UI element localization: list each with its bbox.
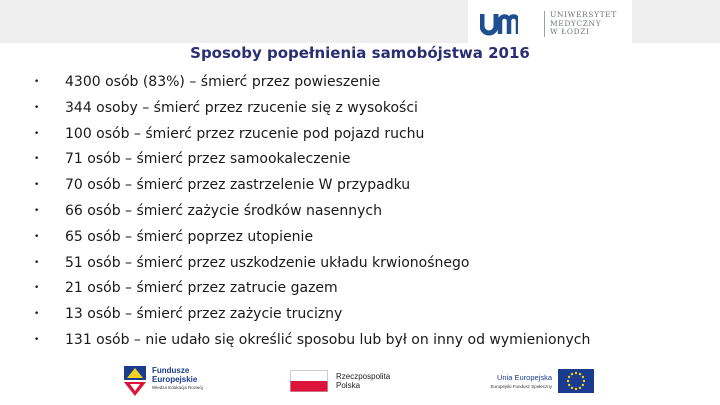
list-item	[34, 199, 590, 225]
fundusze-europejskie-text	[152, 366, 203, 391]
pl-line1: Rzeczpospolita	[336, 372, 391, 381]
list-item	[34, 328, 590, 354]
slide-title: Sposoby popełnienia samobójstwa 2016	[190, 44, 530, 62]
list-item-text: 4300 osób (83%) – śmierć przez powieszenie	[65, 74, 381, 90]
bullet-dot: •	[34, 309, 40, 320]
bullet-dot: •	[34, 283, 40, 294]
eu-line1: Unia Europejska	[496, 373, 552, 382]
bullet-dot: •	[34, 128, 40, 139]
university-logo	[468, 0, 632, 43]
fe-subtitle: Wiedza Edukacja Rozwój	[152, 385, 203, 390]
fundusze-europejskie-logo-icon	[122, 364, 148, 398]
eu-flag-icon	[558, 369, 594, 393]
bullet-dot: •	[34, 205, 40, 216]
list-item-text: 100 osób – śmierć przez rzucenie pod pojazd ruchu	[65, 125, 425, 142]
bullet-dot: •	[34, 77, 40, 87]
list-item	[34, 251, 590, 277]
unia-europejska-text	[476, 373, 552, 391]
rzeczpospolita-text	[336, 372, 390, 390]
polish-flag-icon	[290, 370, 328, 392]
fe-line2: Europejskie	[152, 375, 198, 384]
um-logo-mark	[480, 10, 518, 36]
list-item-text: 71 osób – śmierć przez samookaleczenie	[65, 151, 351, 168]
list-item	[34, 96, 590, 122]
list-item	[34, 147, 590, 173]
list-item-text: 131 osób – nie udało się określić sposobu lub był on inny od wymienionych	[65, 331, 591, 348]
list-item-text: 70 osób – śmierć przez zastrzelenie W przypadku	[65, 177, 411, 194]
list-item	[34, 70, 590, 96]
list-item	[34, 122, 590, 148]
bullet-dot: •	[34, 257, 40, 268]
pl-line2: Polska	[336, 381, 361, 390]
list-item-text: 13 osób – śmierć przez zażycie trucizny	[65, 306, 343, 323]
university-name-line: W ŁODZI	[550, 27, 590, 36]
list-item	[34, 276, 590, 302]
list-item	[34, 173, 590, 199]
university-name	[544, 11, 617, 37]
list-item-text: 51 osób – śmierć przez uszkodzenie układu krwionośnego	[65, 254, 470, 271]
list-item	[34, 302, 590, 328]
fe-line1: Fundusze	[152, 366, 190, 375]
footer-logos	[0, 360, 720, 405]
list-item	[34, 225, 590, 251]
list-item-text: 344 osoby – śmierć przez rzucenie się z wysokości	[65, 99, 418, 116]
list-item-text: 66 osób – śmierć zażycie środków nasennych	[65, 202, 382, 219]
university-name-line: UNIWERSYTET	[550, 10, 617, 19]
bullet-list	[34, 70, 590, 354]
list-item-text: 65 osób – śmierć poprzez utopienie	[65, 228, 314, 245]
bullet-dot: •	[34, 154, 40, 165]
bullet-dot: •	[34, 334, 40, 345]
bullet-dot: •	[34, 102, 40, 113]
eu-subtitle: Europejski Fundusz Społeczny	[490, 384, 552, 389]
bullet-dot: •	[34, 180, 40, 191]
bullet-dot: •	[34, 231, 40, 242]
list-item-text: 21 osób – śmierć przez zatrucie gazem	[65, 280, 338, 297]
university-name-line: MEDYCZNY	[550, 18, 602, 28]
